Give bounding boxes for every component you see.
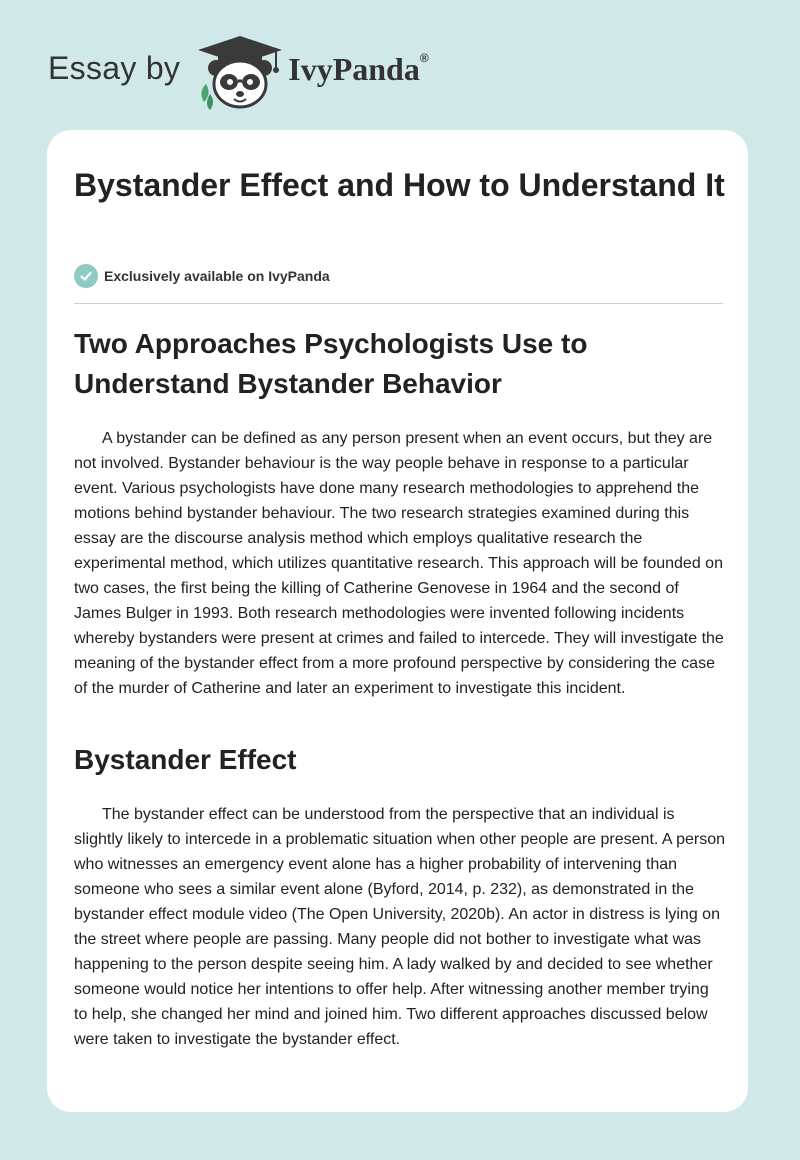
site-logo[interactable] [48,34,429,110]
check-icon [74,264,98,288]
article-title: Bystander Effect and How to Understand It [74,167,725,203]
section-paragraph: The bystander effect can be understood from the perspective that an individual is slightly likely to intercede in a problematic situation when other people are present. A person who witnesses an emergency event alone has a higher probability of intervening than someone who sees a similar event alone (Byford, 2014, p. 232), as demonstrated in the bystander effect module video (The Open University, 2020b). An actor in distress is lying on the street where people are passing. Many people did not bother to investigate what was happening to the person despite seeing him. A lady walked by and decided to see whether someone would notice her intentions to offer help. After witnessing another member trying to help, she changed her mind and joined him. Two different approaches discussed below were taken to investigate the bystander effect. [74,806,726,1048]
panda-graduate-icon [196,34,284,110]
registered-mark: ® [419,50,429,65]
brand-name: IvyPanda® [288,50,429,87]
section-heading: Bystander Effect [74,744,297,775]
section-paragraph: A bystander can be defined as any person present when an event occurs, but they are not involved. Bystander behaviour is the way people behave in response to a particular event. Various psychologists have done many research methodologies to apprehend the motions behind bystander behaviour. The two research strategies examined during this essay are the discourse analysis method which employs qualitative research the experimental method, which utilizes quantitative research. This approach will be founded on two cases, the first being the killing of Catherine Genovese in 1964 and the second of James Bulger in 1993. Both research methodologies were invented following incidents whereby bystanders were present at crimes and failed to intercede. They will investigate the meaning of the bystander effect from a more profound perspective by considering the case of the murder of Catherine and later an experiment to investigate this incident. [74,430,724,697]
exclusive-label: Exclusively available on IvyPanda [104,268,330,284]
section-heading: Two Approaches Psychologists Use to Understand Bystander Behavior [74,328,588,399]
brand-prefix: Essay by [48,49,181,86]
article-card [47,130,748,1112]
title-divider [74,303,723,304]
exclusive-badge [74,264,330,288]
